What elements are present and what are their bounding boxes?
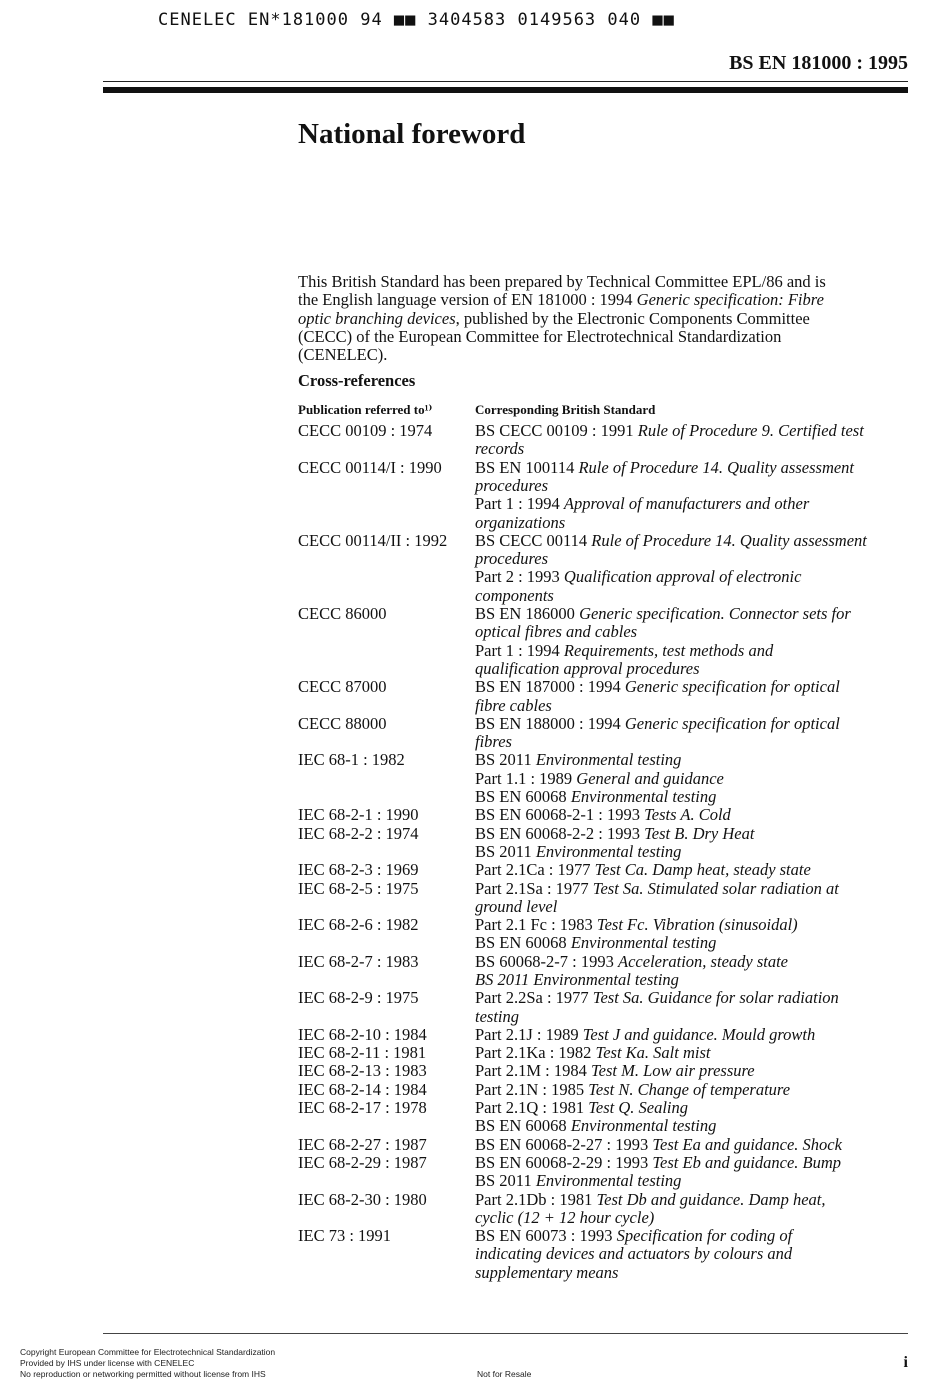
intro-line [298,273,910,291]
british-standard-cell [475,751,910,806]
plain-text: (CECC) of the European Committee for Electrotechnical Standardization [298,326,782,346]
publication-cell: IEC 68-2-5 : 1975 [298,878,419,898]
italic-title-text: Test Sa. Stimulated solar radiation at [592,878,839,898]
publication-cell: IEC 68-2-29 : 1987 [298,1152,427,1172]
standard-line [475,697,910,715]
italic-title-text: Test Ea and guidance. Shock [652,1134,842,1154]
italic-title-text: testing [475,1006,519,1026]
plain-text: BS EN 60073 : 1993 [475,1226,617,1246]
standard-line [475,953,910,971]
publication-cell: CECC 00114/I : 1990 [298,457,442,477]
table-row [298,1081,910,1099]
italic-title-text: Approval of manufacturers and other [563,494,810,514]
cross-references-header [298,401,910,419]
plain-text: BS EN 60068 [475,787,571,807]
page-title: National foreword [298,118,526,150]
italic-title-text: fibre cables [475,695,552,715]
italic-title-text: Rule of Procedure 14. Quality assessment [591,530,867,550]
plain-text: BS EN 186000 [475,604,580,624]
header-rule-thick [103,87,908,93]
italic-title-text: Qualification approval of electronic [563,567,802,587]
italic-title-text: procedures [475,549,549,569]
italic-title-text: Generic specification. Connector sets for [579,604,851,624]
british-standard-cell [475,459,910,532]
standard-line [475,514,910,532]
cross-references-heading: Cross-references [298,371,416,391]
italic-title-text: Environmental testing [535,841,682,861]
publication-cell: CECC 00114/II : 1992 [298,530,448,550]
plain-text: Part 2.2Sa : 1977 [475,988,593,1008]
table-row [298,1136,910,1154]
standard-line [475,1209,910,1227]
standard-line [475,1136,910,1154]
table-row [298,1062,910,1080]
italic-title-text: Environmental testing [570,933,717,953]
italic-title-text: Generic specification: Fibre [636,290,824,310]
british-standard-cell [475,605,910,678]
italic-title-text: Environmental testing [535,1171,682,1191]
british-standard-cell [475,1026,910,1044]
table-row [298,1191,910,1228]
publication-cell: IEC 68-2-6 : 1982 [298,915,419,935]
standard-line [475,568,910,586]
italic-title-text: Generic specification for optical [624,713,840,733]
plain-text: BS 2011 [475,841,536,861]
italic-title-text: Test Ka. Salt mist [595,1043,711,1063]
publication-cell: IEC 68-2-13 : 1983 [298,1061,427,1081]
footer-license-notice [20,1347,275,1380]
table-row [298,1227,910,1282]
publication-cell: IEC 68-2-3 : 1969 [298,860,419,880]
col-british-standard-header: Corresponding British Standard [475,401,656,417]
publication-cell: IEC 73 : 1991 [298,1226,392,1246]
publication-cell: IEC 68-2-10 : 1984 [298,1024,427,1044]
italic-title-text: Rule of Procedure 14. Quality assessment [578,457,855,477]
plain-text: Part 2.1Sa : 1977 [475,878,593,898]
standard-line [475,715,910,733]
standard-line [475,605,910,623]
standard-line [475,1099,910,1117]
publication-cell: CECC 87000 [298,677,387,697]
standard-line [475,733,910,751]
british-standard-cell [475,1154,910,1191]
standard-line [475,1264,910,1282]
footer-line: No reproduction or networking permitted without license from IHS [20,1369,266,1379]
publication-cell: IEC 68-1 : 1982 [298,750,405,770]
footer-not-for-resale: Not for Resale [477,1369,532,1379]
standard-line [475,678,910,696]
british-standard-cell [475,715,910,752]
italic-title-text: optic branching devices [298,308,456,328]
plain-text: BS EN 187000 : 1994 [475,677,625,697]
standard-line [475,440,910,458]
table-row [298,1044,910,1062]
italic-title-text: Specification for coding of [616,1226,793,1246]
italic-title-text: components [475,585,554,605]
intro-line [298,328,910,346]
plain-text: Part 2 : 1993 [475,567,564,587]
standard-line [475,806,910,824]
italic-title-text: General and guidance [576,768,724,788]
standard-line [475,1172,910,1190]
plain-text: BS EN 60068-2-2 : 1993 [475,823,645,843]
standard-line [475,422,910,440]
italic-title-text: Test Eb and guidance. Bump [652,1152,842,1172]
standard-line [475,550,910,568]
table-row [298,1154,910,1191]
italic-title-text: Environmental testing [570,1116,717,1136]
footer-line: Provided by IHS under license with CENELEC [20,1358,195,1368]
standard-line [475,1227,910,1245]
table-row [298,953,910,990]
table-row [298,715,910,752]
table-row [298,605,910,678]
table-row [298,825,910,862]
plain-text: BS EN 60068-2-29 : 1993 [475,1152,653,1172]
italic-title-text: Test Db and guidance. Damp heat, [596,1189,826,1209]
british-standard-cell [475,880,910,917]
standard-line [475,642,910,660]
standard-line [475,623,910,641]
standard-line [475,1154,910,1172]
italic-title-text: Tests A. Cold [644,805,731,825]
standard-line [475,660,910,678]
standard-line [475,1191,910,1209]
plain-text: BS 2011 [475,1171,536,1191]
italic-title-text: supplementary means [475,1262,619,1282]
publication-cell: IEC 68-2-2 : 1974 [298,823,419,843]
table-row [298,1026,910,1044]
plain-text: (CENELEC). [298,345,388,365]
british-standard-cell [475,916,910,953]
standard-line [475,825,910,843]
italic-title-text: Test Sa. Guidance for solar radiation [592,988,839,1008]
italic-title-text: indicating devices and actuators by colours and [475,1244,793,1264]
standard-line [475,916,910,934]
publication-cell: CECC 88000 [298,713,387,733]
footer-line: Copyright European Committee for Electrotechnical Standardization [20,1347,276,1357]
plain-text: Part 2.1N : 1985 [475,1079,589,1099]
plain-text: Part 2.1J : 1989 [475,1024,583,1044]
table-row [298,989,910,1026]
plain-text: BS EN 188000 : 1994 [475,713,625,733]
italic-title-text: Acceleration, steady state [618,951,789,971]
plain-text: Part 1 : 1994 [475,640,564,660]
standard-line [475,971,910,989]
italic-title-text: cyclic (12 + 12 hour cycle) [475,1207,655,1227]
british-standard-cell [475,1081,910,1099]
italic-title-text: Test N. Change of temperature [588,1079,791,1099]
table-row [298,916,910,953]
italic-title-text: Test Fc. Vibration (sinusoidal) [596,915,798,935]
standard-line [475,459,910,477]
publication-cell: IEC 68-2-27 : 1987 [298,1134,427,1154]
main-content [298,273,910,1282]
british-standard-cell [475,532,910,605]
plain-text: This British Standard has been prepared by Technical Committee EPL/86 and is [298,272,826,291]
british-standard-cell [475,1062,910,1080]
table-row [298,1099,910,1136]
standard-line [475,1062,910,1080]
british-standard-cell [475,422,910,459]
italic-title-text: records [475,439,525,459]
standard-reference: BS EN 181000 : 1995 [729,52,908,74]
publication-cell: IEC 68-2-7 : 1983 [298,951,419,971]
publication-cell: IEC 68-2-17 : 1978 [298,1098,427,1118]
table-row [298,422,910,459]
italic-title-text: Environmental testing [570,787,717,807]
col-publication-header: Publication referred to¹⁾ [298,401,433,417]
british-standard-cell [475,806,910,824]
publication-cell: IEC 68-2-14 : 1984 [298,1079,427,1099]
table-row [298,678,910,715]
italic-title-text: organizations [475,512,566,532]
italic-title-text: qualification approval procedures [475,658,700,678]
plain-text: BS EN 60068 [475,1116,571,1136]
standard-line [475,587,910,605]
italic-title-text: Test Ca. Damp heat, steady state [594,860,811,880]
standard-line [475,495,910,513]
plain-text: Part 1 : 1994 [475,494,564,514]
british-standard-cell [475,1044,910,1062]
italic-title-text: Generic specification for optical [624,677,840,697]
british-standard-cell [475,825,910,862]
table-row [298,751,910,806]
intro-line [298,310,910,328]
standard-line [475,751,910,769]
italic-title-text: procedures [475,475,549,495]
standard-line [475,989,910,1007]
standard-line [475,934,910,952]
italic-title-text: Test Q. Sealing [588,1098,688,1118]
italic-title-text: Requirements, test methods and [563,640,774,660]
header-rule-thin [103,81,908,82]
italic-title-text: Test B. Dry Heat [644,823,755,843]
table-row [298,459,910,532]
plain-text: the English language version of EN 181000 : 1994 [298,290,637,310]
plain-text: BS 60068-2-7 : 1993 [475,951,619,971]
plain-text: , published by the Electronic Components Committee [455,308,810,328]
plain-text: BS CECC 00109 : 1991 [475,421,638,441]
italic-title-text: optical fibres and cables [475,622,638,642]
plain-text: Part 2.1 Fc : 1983 [475,915,597,935]
plain-text: Part 2.1M : 1984 [475,1061,591,1081]
publication-cell: IEC 68-2-1 : 1990 [298,805,419,825]
plain-text: BS EN 60068-2-1 : 1993 [475,805,645,825]
plain-text: Part 2.1Ca : 1977 [475,860,595,880]
cross-references-table [298,422,910,1282]
standard-line [475,843,910,861]
publication-cell: CECC 00109 : 1974 [298,421,433,441]
table-row [298,532,910,605]
british-standard-cell [475,989,910,1026]
intro-paragraph [298,273,910,364]
plain-text: Part 1.1 : 1989 [475,768,577,788]
italic-title-text: Test M. Low air pressure [590,1061,755,1081]
standard-line [475,770,910,788]
standard-line [475,477,910,495]
standard-line [475,898,910,916]
standard-line [475,1081,910,1099]
italic-title-text: Rule of Procedure 9. Certified test [637,421,864,441]
intro-line [298,346,910,364]
british-standard-cell [475,678,910,715]
barcode-line: CENELEC EN*181000 94 ■■ 3404583 0149563 040 ■■ [158,10,675,30]
italic-title-text: Test J and guidance. Mould growth [582,1024,816,1044]
british-standard-cell [475,953,910,990]
standard-line [475,1044,910,1062]
italic-title-text: Environmental testing [535,750,682,770]
standard-line [475,1008,910,1026]
italic-title-text: BS 2011 Environmental testing [475,969,679,989]
footer-rule [103,1333,908,1334]
plain-text: BS EN 60068-2-27 : 1993 [475,1134,653,1154]
plain-text: BS EN 100114 [475,457,579,477]
british-standard-cell [475,1099,910,1136]
publication-cell: IEC 68-2-30 : 1980 [298,1189,427,1209]
table-row [298,880,910,917]
standard-line [475,1117,910,1135]
publication-cell: IEC 68-2-11 : 1981 [298,1043,427,1063]
british-standard-cell [475,1227,910,1282]
plain-text: Part 2.1Q : 1981 [475,1098,589,1118]
table-row [298,861,910,879]
italic-title-text: ground level [475,896,558,916]
plain-text: BS EN 60068 [475,933,571,953]
standard-line [475,880,910,898]
publication-cell: CECC 86000 [298,604,387,624]
table-row [298,806,910,824]
standard-line [475,1026,910,1044]
plain-text: Part 2.1Ka : 1982 [475,1043,596,1063]
standard-line [475,1245,910,1263]
plain-text: BS 2011 [475,750,536,770]
british-standard-cell [475,861,910,879]
page-number: i [903,1354,908,1371]
standard-line [475,788,910,806]
italic-title-text: fibres [475,732,512,752]
plain-text: Part 2.1Db : 1981 [475,1189,597,1209]
plain-text: BS CECC 00114 [475,530,592,550]
british-standard-cell [475,1191,910,1228]
british-standard-cell [475,1136,910,1154]
intro-line [298,291,910,309]
standard-line [475,532,910,550]
standard-line [475,861,910,879]
publication-cell: IEC 68-2-9 : 1975 [298,988,419,1008]
